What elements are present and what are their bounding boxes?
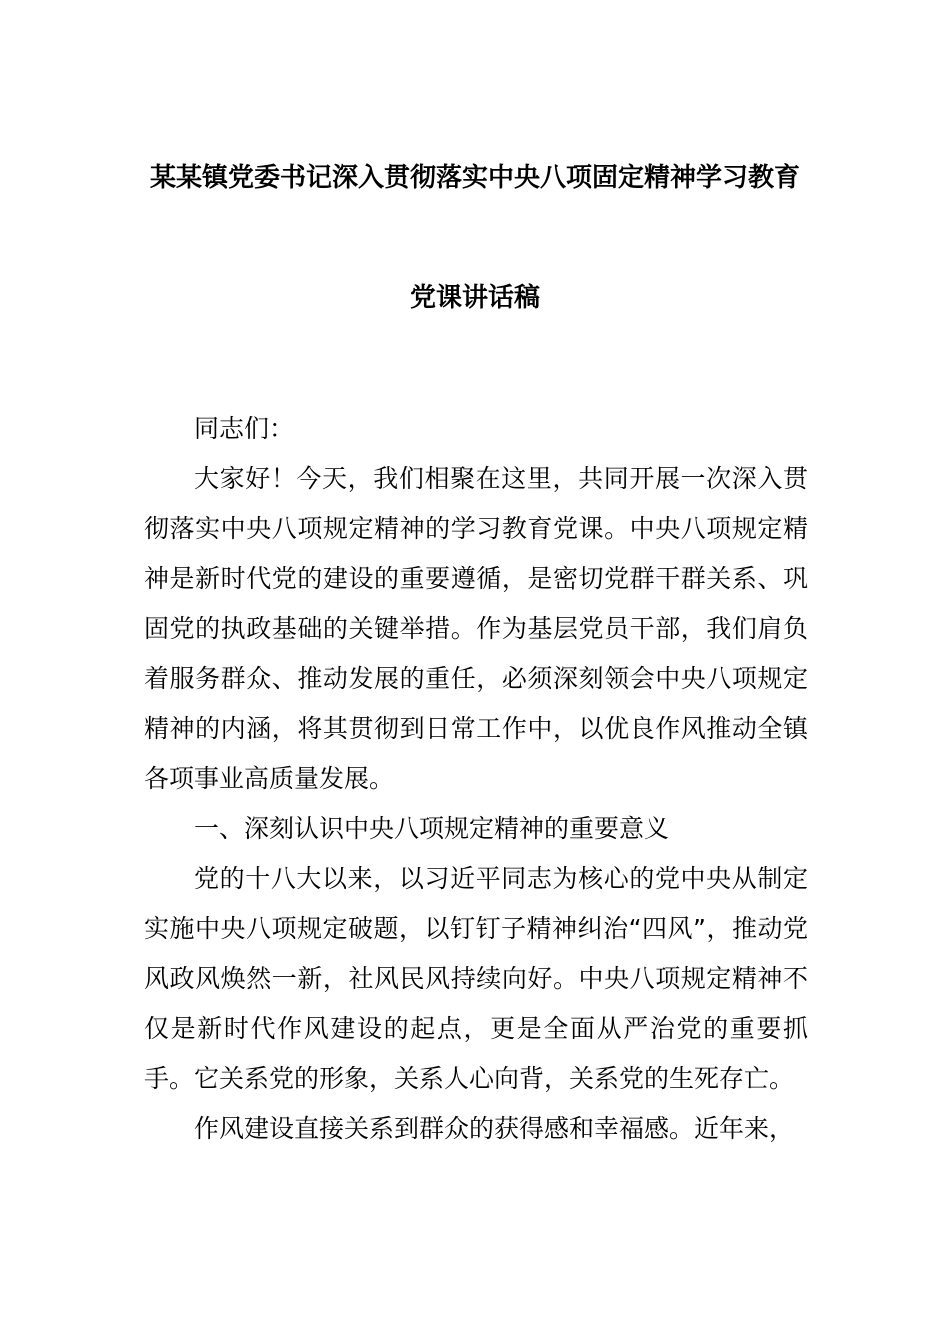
paragraph-intro: 大家好！今天，我们相聚在这里，共同开展一次深入贯彻落实中央八项规定精神的学习教育党课。中央八项规定精神是新时代党的建设的重要遵循，是密切党群干群关系、巩固党的执政基础的关键举措。作为基层党员干部，我们肩负着服务群众、推动发展的重任，必须深刻领会中央八项规定精神的内涵，将其贯彻到日常工作中，以优良作风推动全镇各项事业高质量发展。 <box>144 464 808 793</box>
paragraph-work-style: 作风建设直接关系到群众的获得感和幸福感。近年来， <box>194 1114 795 1143</box>
paragraph-section-1: 党的十八大以来，以习近平同志为核心的党中央从制定实施中央八项规定破题，以钉钉子精神纠治“四风”，推动党风政风焕然一新，社风民风持续向好。中央八项规定精神不仅是新时代作风建设的起点，更是全面从严治党的重要抓手。它关系党的形象，关系人心向背，关系党的生死存亡。 <box>144 864 808 1093</box>
document-title-line-2: 党课讲话稿 <box>409 283 540 313</box>
document-title-line-1: 某某镇党委书记深入贯彻落实中央八项固定精神学习教育 <box>149 163 800 193</box>
salutation: 同志们： <box>194 414 295 443</box>
document-body <box>144 404 808 1154</box>
section-heading-1: 一、深刻认识中央八项规定精神的重要意义 <box>194 814 670 843</box>
